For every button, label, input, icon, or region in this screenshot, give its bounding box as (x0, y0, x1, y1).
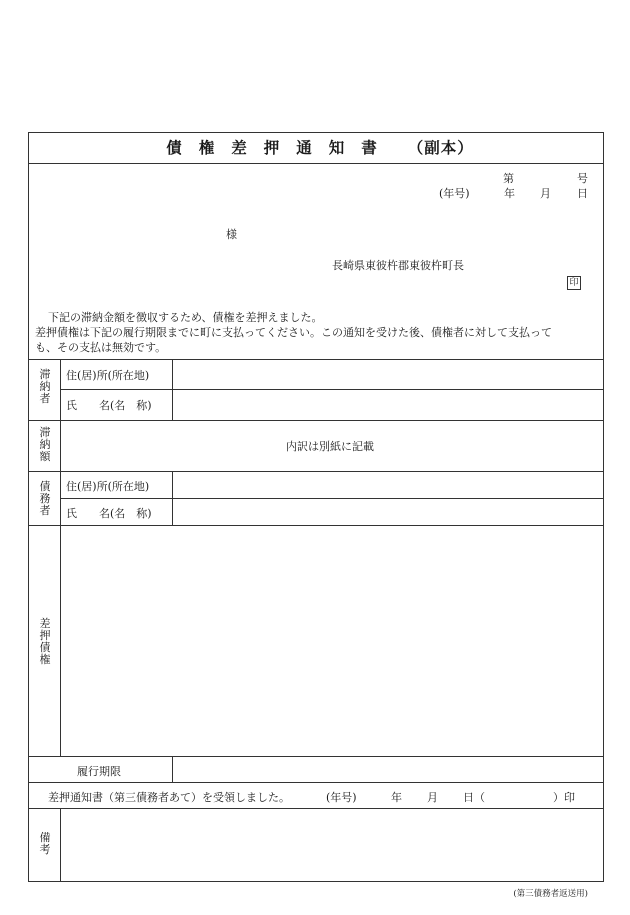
delinquent-address-label: 住(居)所(所在地) (66, 369, 150, 382)
deadline-row (29, 757, 603, 783)
number-suffix: 号 (577, 172, 588, 185)
return-note: (第三債務者返送用) (513, 889, 588, 899)
label-char: 者 (39, 504, 51, 517)
receipt-day-label: 日（ (463, 791, 485, 804)
label-char: 備 (39, 831, 51, 844)
delinquent-label (38, 369, 52, 405)
deadline-label: 履行期限 (77, 765, 121, 778)
label-char: 滞 (39, 426, 51, 439)
label-char: 債 (39, 641, 51, 654)
month-label: 月 (540, 187, 551, 200)
label-char: 額 (39, 450, 51, 463)
title-char: 差 (231, 138, 248, 157)
delinquent-section (29, 360, 603, 421)
header-block (29, 164, 603, 360)
day-label: 日 (577, 187, 588, 200)
amount-label (38, 427, 52, 463)
label-char: 権 (39, 653, 51, 666)
era-label: (年号) (439, 187, 470, 200)
seizure-notice-form (28, 132, 604, 882)
label-char: 考 (39, 843, 51, 856)
receipt-row (29, 783, 603, 809)
issuer-name: 長崎県東彼杵郡東彼杵町長 (332, 259, 464, 272)
title-subtitle: （副本） (407, 138, 474, 157)
title-char: 通 (296, 138, 313, 157)
document-title (29, 133, 603, 163)
notice-line: 差押債権は下記の履行期限までに町に支払ってください。この通知を受けた後、債権者に対して支払って (35, 326, 552, 339)
number-prefix: 第 (503, 172, 514, 185)
debtor-address-label: 住(居)所(所在地) (66, 480, 150, 493)
amount-value: 内訳は別紙に記載 (286, 440, 374, 453)
title-char: 債 (166, 138, 183, 157)
year-label: 年 (504, 187, 515, 200)
label-char: 差 (39, 617, 51, 630)
seized-claims-section (29, 526, 603, 757)
receipt-era-label: (年号) (326, 791, 357, 804)
label-char: 納 (39, 438, 51, 451)
label-char: 押 (39, 629, 51, 642)
label-char: 務 (39, 492, 51, 505)
title-char: 押 (263, 138, 281, 157)
delinquent-name-label: 氏 名(名 称) (66, 399, 152, 412)
notice-line: も、その支払は無効です。 (35, 341, 167, 354)
receipt-month-label: 月 (427, 791, 438, 804)
receipt-seal-label: ）印 (553, 791, 575, 804)
debtor-name-label: 氏 名(名 称) (66, 507, 152, 520)
label-char: 滞 (39, 368, 51, 381)
label-char: 債 (39, 480, 51, 493)
notice-line: 下記の滞納金額を徴収するため、債権を差押えました。 (48, 311, 323, 324)
receipt-text: 差押通知書（第三債務者あて）を受領しました。 (48, 791, 290, 804)
title-row (29, 133, 603, 164)
title-char: 書 (361, 138, 378, 157)
seized-claims-label (38, 618, 52, 666)
official-seal-box: 印 (567, 276, 581, 290)
debtor-label (38, 481, 52, 517)
remarks-section (29, 809, 603, 881)
label-char: 納 (39, 380, 51, 393)
title-char: 権 (198, 138, 216, 157)
debtor-section (29, 472, 603, 526)
addressee-honorific: 様 (226, 228, 237, 241)
title-char: 知 (328, 138, 346, 157)
remarks-label (38, 832, 52, 856)
label-char: 者 (39, 392, 51, 405)
amount-section (29, 421, 603, 472)
receipt-year-label: 年 (391, 791, 402, 804)
